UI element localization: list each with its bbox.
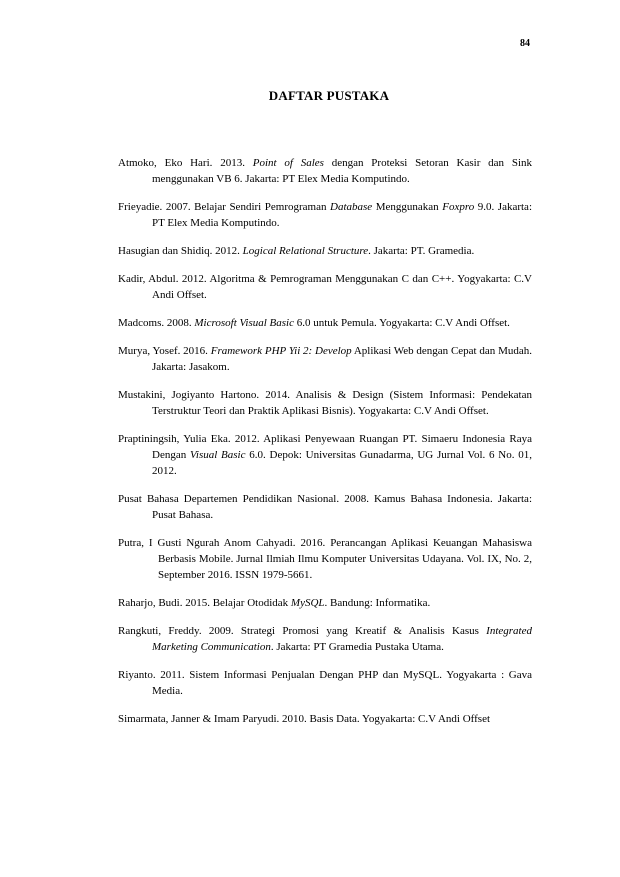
reference-item: Murya, Yosef. 2016. Framework PHP Yii 2: Develop Aplikasi Web dengan Cepat dan Mudah. Jakarta: Jasakom. <box>118 345 533 373</box>
reference-item: Riyanto. 2011. Sistem Informasi Penjualan Dengan PHP dan MySQL. Yogyakarta : Gava Media. <box>118 669 532 697</box>
reference-list <box>118 155 532 739</box>
reference-item: Raharjo, Budi. 2015. Belajar Otodidak MySQL. Bandung: Informatika. <box>118 597 431 609</box>
reference-item: Frieyadie. 2007. Belajar Sendiri Pemrograman Database Menggunakan Foxpro 9.0. Jakarta: PT Elex Media Komputindo. <box>118 201 532 229</box>
reference-item: Atmoko, Eko Hari. 2013. Point of Sales dengan Proteksi Setoran Kasir dan Sink menggunakan VB 6. Jakarta: PT Elex Media Komputindo. <box>118 157 533 185</box>
reference-item: Rangkuti, Freddy. 2009. Strategi Promosi yang Kreatif & Analisis Kasus Integrated Marketing Communication. Jakarta: PT Gramedia Pustaka Utama. <box>118 625 532 653</box>
page-title: DAFTAR PUSTAKA <box>268 88 390 103</box>
reference-item: Putra, I Gusti Ngurah Anom Cahyadi. 2016. Perancangan Aplikasi Keuangan Mahasiswa Berbasis Mobile. Jurnal Ilmiah Ilmu Komputer Universitas Udayana. Vol. IX, No. 2, September 2016. ISSN 1979-5661. <box>118 537 532 581</box>
reference-item: Hasugian dan Shidiq. 2012. Logical Relational Structure. Jakarta: PT. Gramedia. <box>118 245 475 257</box>
reference-item: Simarmata, Janner & Imam Paryudi. 2010. Basis Data. Yogyakarta: C.V Andi Offset <box>118 713 491 725</box>
page-number: 84 <box>520 38 530 49</box>
reference-item: Kadir, Abdul. 2012. Algoritma & Pemrograman Menggunakan C dan C++. Yogyakarta: C.V Andi Offset. <box>118 273 532 301</box>
reference-item: Mustakini, Jogiyanto Hartono. 2014. Analisis & Design (Sistem Informasi: Pendekatan Terstruktur Teori dan Praktik Aplikasi Bisnis). Yogyakarta: C.V Andi Offset. <box>118 389 532 417</box>
reference-item: Pusat Bahasa Departemen Pendidikan Nasional. 2008. Kamus Bahasa Indonesia. Jakarta: Pusat Bahasa. <box>118 493 532 521</box>
reference-item: Praptiningsih, Yulia Eka. 2012. Aplikasi Penyewaan Ruangan PT. Simaeru Indonesia Raya Dengan Visual Basic 6.0. Depok: Universitas Gunadarma, UG Jurnal Vol. 6 No. 01, 2012. <box>118 433 532 477</box>
reference-item: Madcoms. 2008. Microsoft Visual Basic 6.0 untuk Pemula. Yogyakarta: C.V Andi Offset. <box>118 317 510 329</box>
